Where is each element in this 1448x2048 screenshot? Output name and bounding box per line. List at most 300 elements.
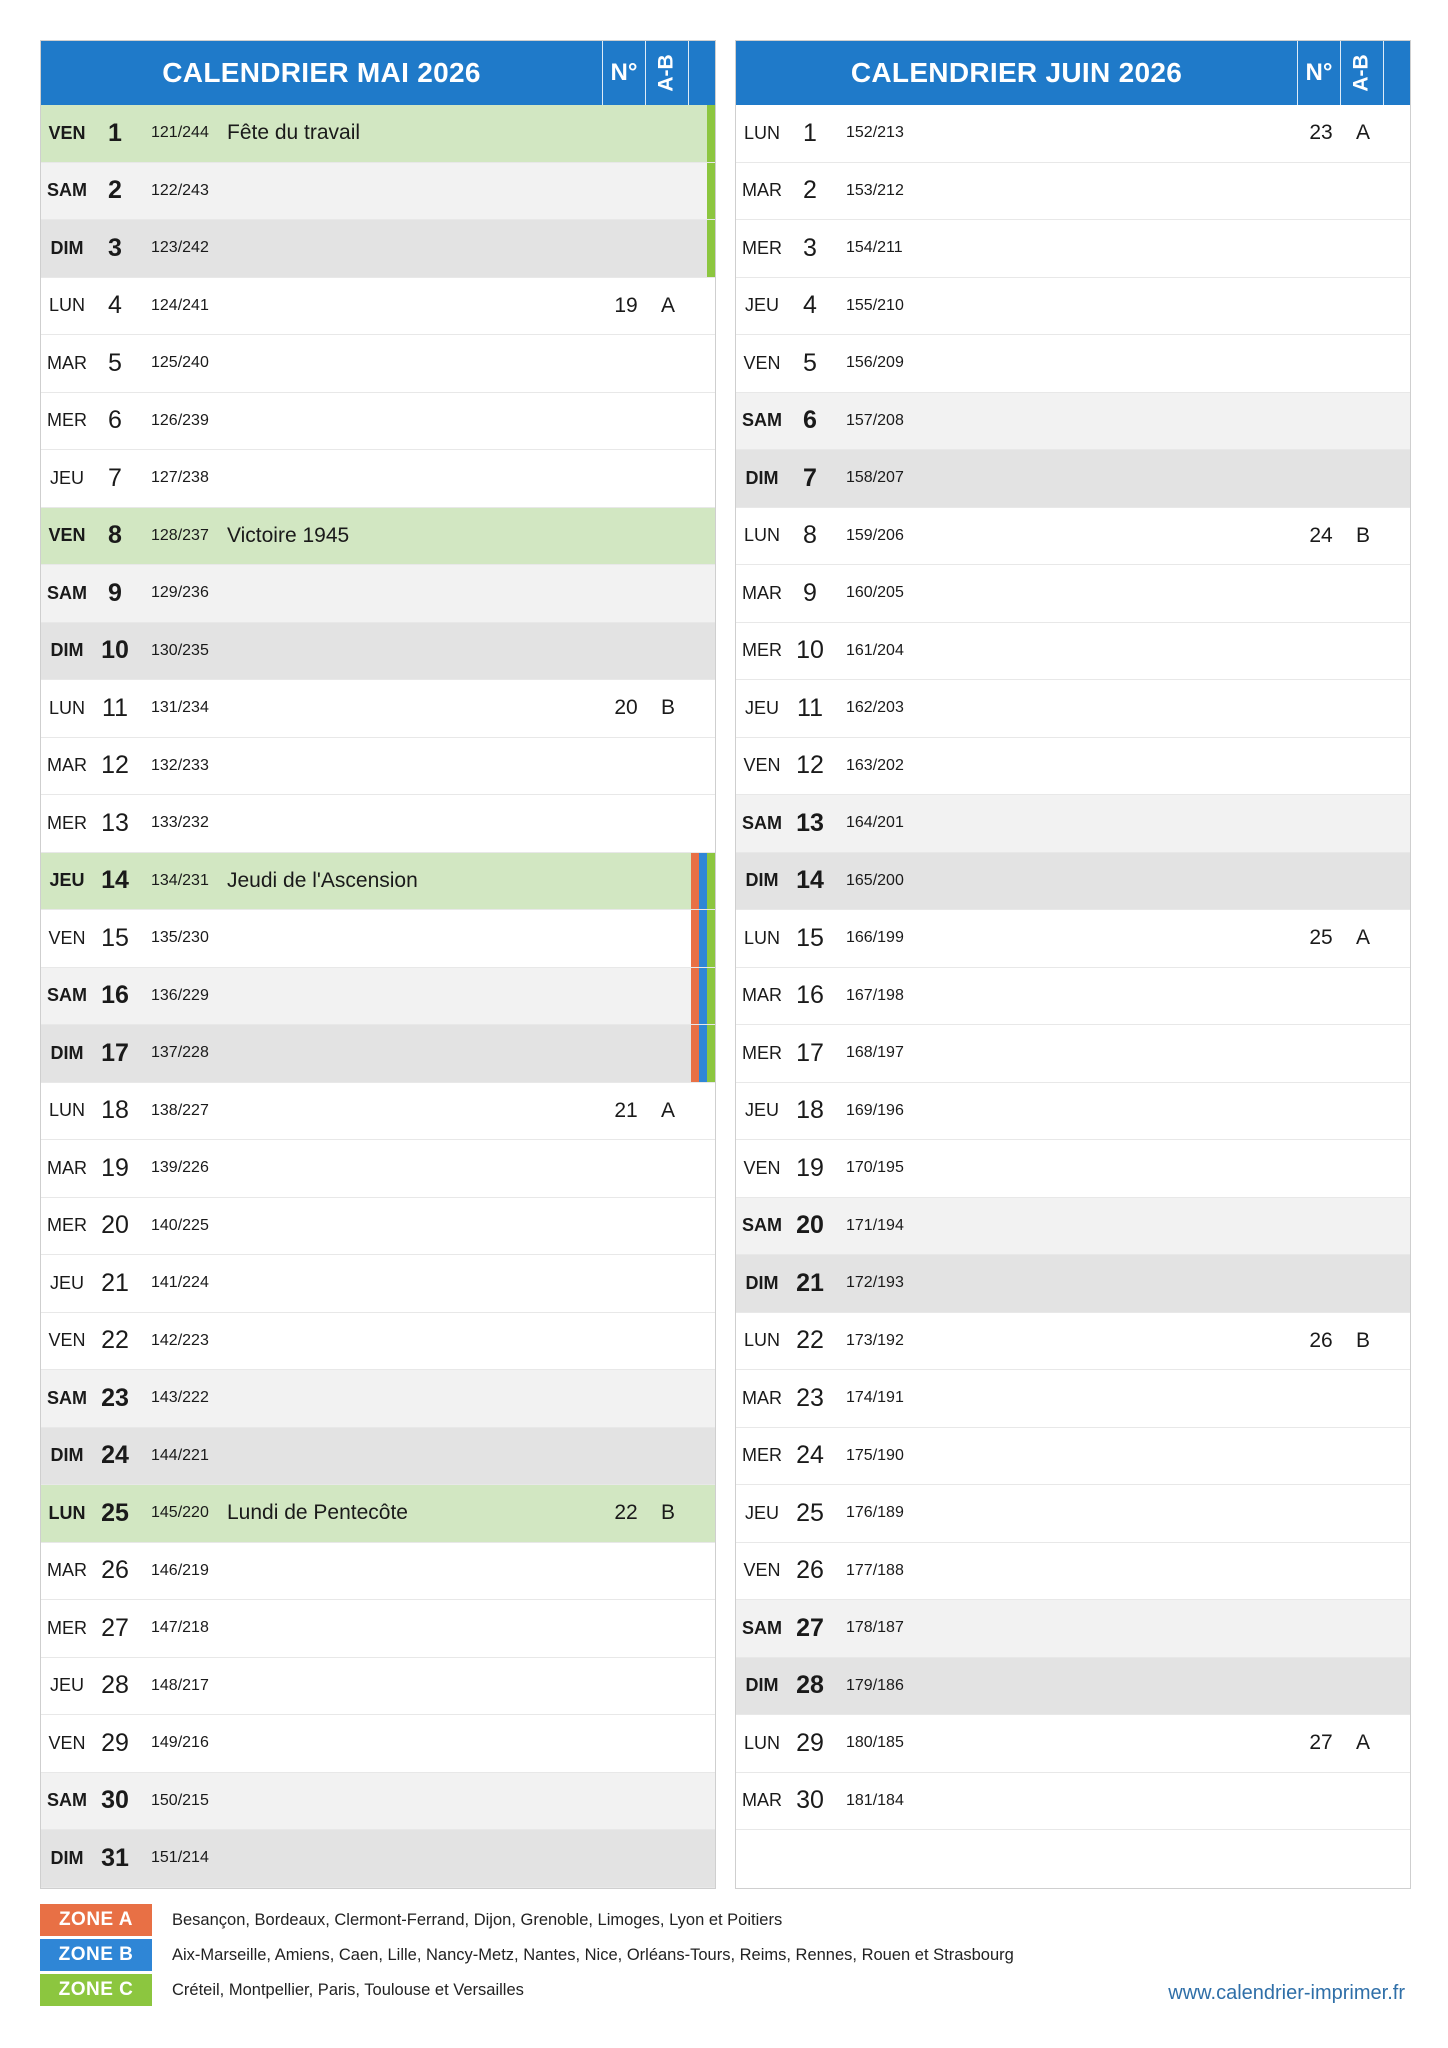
day-number: 27 — [101, 1613, 129, 1642]
day-row — [41, 1313, 715, 1371]
day-name: SAM — [47, 1387, 87, 1408]
day-number: 10 — [101, 636, 129, 665]
day-row — [736, 1715, 1410, 1773]
day-row — [736, 565, 1410, 623]
week-number: 20 — [614, 696, 638, 720]
day-number: 6 — [803, 406, 817, 435]
day-of-year: 136/229 — [151, 986, 209, 1004]
school-holiday-zones — [689, 623, 715, 680]
day-name: LUN — [743, 1330, 780, 1351]
day-name: LUN — [48, 1502, 86, 1523]
day-name: VEN — [743, 755, 781, 776]
day-of-year: 131/234 — [151, 699, 209, 717]
school-holiday-zones — [1384, 1198, 1410, 1255]
school-holiday-zones — [1384, 220, 1410, 277]
day-name: LUN — [743, 1732, 780, 1753]
school-holiday-zones — [689, 1600, 715, 1657]
day-number: 19 — [796, 1153, 824, 1182]
day-row — [41, 105, 715, 163]
day-row — [41, 623, 715, 681]
day-number: 20 — [101, 1211, 129, 1240]
school-holiday-zones — [1384, 105, 1410, 162]
day-name: DIM — [745, 1272, 779, 1293]
zone-c-bar — [707, 163, 715, 220]
day-name: MER — [742, 237, 782, 258]
school-holiday-zones — [1384, 1600, 1410, 1657]
day-of-year: 132/233 — [151, 756, 209, 774]
day-number: 17 — [796, 1038, 824, 1067]
day-name: MER — [47, 410, 87, 431]
zone-b-badge: ZONE B — [40, 1939, 152, 1971]
day-row — [736, 853, 1410, 911]
day-row — [736, 220, 1410, 278]
day-of-year: 169/196 — [846, 1101, 904, 1119]
day-name: LUN — [743, 927, 780, 948]
day-name: VEN — [743, 1560, 781, 1581]
day-name: MAR — [742, 1387, 782, 1408]
day-of-year: 151/214 — [151, 1849, 209, 1867]
day-row — [41, 1658, 715, 1716]
zone-a-bar — [691, 968, 699, 1025]
day-row — [736, 278, 1410, 336]
day-row — [736, 910, 1410, 968]
school-holiday-zones — [689, 1485, 715, 1542]
day-name: JEU — [744, 295, 779, 316]
day-of-year: 133/232 — [151, 814, 209, 832]
day-row — [41, 1025, 715, 1083]
holiday-label: Jeudi de l'Ascension — [227, 868, 418, 892]
month-header — [41, 41, 715, 105]
day-number: 13 — [796, 808, 824, 837]
month-header — [736, 41, 1410, 105]
day-name: VEN — [48, 1732, 86, 1753]
day-row — [41, 220, 715, 278]
holiday-label: Lundi de Pentecôte — [227, 1501, 408, 1525]
school-holiday-zones — [689, 1658, 715, 1715]
day-of-year: 134/231 — [151, 871, 209, 889]
school-holiday-zones — [689, 1715, 715, 1772]
day-of-year: 157/208 — [846, 411, 904, 429]
day-row — [41, 738, 715, 796]
zone-b-bar — [699, 968, 707, 1025]
school-holiday-zones — [1384, 1773, 1410, 1830]
day-name: MER — [742, 640, 782, 661]
day-row — [41, 278, 715, 336]
day-row — [736, 393, 1410, 451]
day-name: MAR — [742, 985, 782, 1006]
school-holiday-zones — [689, 393, 715, 450]
week-ab-header — [1340, 41, 1384, 105]
day-name: MAR — [742, 180, 782, 201]
day-row — [41, 1198, 715, 1256]
day-row — [736, 105, 1410, 163]
day-of-year: 161/204 — [846, 641, 904, 659]
day-name: MER — [742, 1445, 782, 1466]
school-holiday-zones — [689, 565, 715, 622]
day-number: 19 — [101, 1153, 129, 1182]
day-number: 28 — [101, 1671, 129, 1700]
day-name: MAR — [47, 1560, 87, 1581]
day-name: MAR — [47, 352, 87, 373]
day-of-year: 172/193 — [846, 1274, 904, 1292]
day-of-year: 140/225 — [151, 1216, 209, 1234]
day-row — [41, 968, 715, 1026]
school-holiday-zones — [1384, 1370, 1410, 1427]
day-name: SAM — [47, 985, 87, 1006]
day-row — [41, 795, 715, 853]
day-of-year: 163/202 — [846, 756, 904, 774]
day-name: SAM — [47, 1790, 87, 1811]
school-holiday-zones — [1384, 1025, 1410, 1082]
school-holiday-zones — [1384, 853, 1410, 910]
school-holiday-zones — [1384, 393, 1410, 450]
school-holiday-zones — [689, 1830, 715, 1887]
day-name: SAM — [47, 582, 87, 603]
day-number: 2 — [108, 176, 122, 205]
day-of-year: 177/188 — [846, 1561, 904, 1579]
school-holiday-zones — [689, 680, 715, 737]
day-number: 23 — [796, 1383, 824, 1412]
day-name: VEN — [48, 122, 86, 143]
school-holiday-zones — [1384, 968, 1410, 1025]
day-row — [736, 1025, 1410, 1083]
day-number: 25 — [796, 1498, 824, 1527]
day-number: 22 — [101, 1326, 129, 1355]
week-number: 19 — [614, 293, 638, 317]
school-holiday-zones — [689, 1543, 715, 1600]
school-holiday-zones — [1384, 1543, 1410, 1600]
day-name: MAR — [742, 582, 782, 603]
day-of-year: 170/195 — [846, 1159, 904, 1177]
school-holiday-zones — [1384, 565, 1410, 622]
day-number: 24 — [796, 1441, 824, 1470]
school-holiday-zones — [689, 163, 715, 220]
zone-a-bar — [691, 910, 699, 967]
week-ab: B — [1355, 523, 1370, 547]
day-number: 30 — [796, 1786, 824, 1815]
day-number: 16 — [101, 981, 129, 1010]
day-name: DIM — [50, 1847, 84, 1868]
week-number: 25 — [1309, 926, 1333, 950]
day-number: 27 — [796, 1613, 824, 1642]
week-ab-header-label: A-B — [1349, 54, 1373, 92]
day-row — [41, 1830, 715, 1888]
school-holiday-zones — [1384, 1485, 1410, 1542]
day-number: 17 — [101, 1038, 129, 1067]
day-row — [41, 508, 715, 566]
day-number: 11 — [797, 693, 823, 722]
school-holiday-zones — [689, 278, 715, 335]
legend-row-zone-a — [40, 1904, 1140, 1936]
day-of-year: 150/215 — [151, 1791, 209, 1809]
week-number: 22 — [614, 1501, 638, 1525]
school-holiday-zones — [1384, 450, 1410, 507]
day-number: 9 — [803, 578, 817, 607]
school-holiday-zones — [1384, 1140, 1410, 1197]
school-holiday-zones — [689, 1773, 715, 1830]
day-number: 14 — [101, 866, 129, 895]
day-row — [736, 1255, 1410, 1313]
day-of-year: 167/198 — [846, 986, 904, 1004]
week-ab-header-label: A-B — [654, 54, 678, 92]
day-row — [736, 1485, 1410, 1543]
day-name: SAM — [47, 180, 87, 201]
day-number: 5 — [108, 348, 122, 377]
zone-c-badge: ZONE C — [40, 1974, 152, 2006]
school-holiday-zones — [689, 910, 715, 967]
day-number: 20 — [796, 1211, 824, 1240]
week-ab: B — [1355, 1328, 1370, 1352]
day-number: 15 — [796, 923, 824, 952]
day-row — [41, 1715, 715, 1773]
day-of-year: 122/243 — [151, 181, 209, 199]
day-of-year: 165/200 — [846, 871, 904, 889]
legend-row-zone-c — [40, 1974, 1140, 2006]
week-ab: A — [1355, 1731, 1370, 1755]
day-number: 7 — [803, 463, 817, 492]
day-row — [736, 1658, 1410, 1716]
day-number: 26 — [101, 1556, 129, 1585]
day-name: VEN — [48, 927, 86, 948]
day-name: MER — [47, 1215, 87, 1236]
day-of-year: 171/194 — [846, 1216, 904, 1234]
day-of-year: 126/239 — [151, 411, 209, 429]
day-number: 29 — [796, 1728, 824, 1757]
day-row — [736, 1198, 1410, 1256]
day-of-year: 147/218 — [151, 1619, 209, 1637]
day-of-year: 179/186 — [846, 1676, 904, 1694]
day-number: 29 — [101, 1728, 129, 1757]
day-of-year: 155/210 — [846, 296, 904, 314]
day-row — [41, 335, 715, 393]
day-row — [736, 1083, 1410, 1141]
school-holiday-zones — [689, 1313, 715, 1370]
day-row — [736, 1313, 1410, 1371]
day-of-year: 130/235 — [151, 641, 209, 659]
week-ab: B — [660, 1501, 675, 1525]
day-row — [736, 795, 1410, 853]
zone-b-cities: Aix-Marseille, Amiens, Caen, Lille, Nancy-Metz, Nantes, Nice, Orléans-Tours, Reims, Rennes, Rouen et Strasbourg — [172, 1945, 1014, 1964]
school-holiday-zones — [689, 105, 715, 162]
week-ab: A — [1355, 121, 1370, 145]
week-ab: A — [660, 1098, 675, 1122]
day-name: JEU — [49, 467, 84, 488]
day-of-year: 178/187 — [846, 1619, 904, 1637]
day-row — [736, 335, 1410, 393]
day-row — [736, 623, 1410, 681]
school-holiday-zones — [1384, 1715, 1410, 1772]
day-row — [736, 450, 1410, 508]
day-row — [41, 853, 715, 911]
day-name: SAM — [742, 1617, 782, 1638]
school-holiday-zones — [689, 508, 715, 565]
day-row — [736, 163, 1410, 221]
school-holiday-zones — [1384, 163, 1410, 220]
day-name: MAR — [47, 755, 87, 776]
day-of-year: 180/185 — [846, 1734, 904, 1752]
holiday-label: Victoire 1945 — [227, 523, 350, 547]
day-of-year: 141/224 — [151, 1274, 209, 1292]
school-holiday-zones — [689, 1025, 715, 1082]
day-row — [736, 1428, 1410, 1486]
school-holiday-zones — [689, 1370, 715, 1427]
day-of-year: 138/227 — [151, 1101, 209, 1119]
day-name: DIM — [50, 237, 84, 258]
day-of-year: 144/221 — [151, 1446, 209, 1464]
school-holiday-zones — [1384, 1083, 1410, 1140]
day-number: 15 — [101, 923, 129, 952]
day-row — [41, 1255, 715, 1313]
zone-a-bar — [691, 853, 699, 910]
day-list — [736, 105, 1410, 1830]
day-of-year: 152/213 — [846, 124, 904, 142]
day-name: LUN — [743, 525, 780, 546]
day-name: DIM — [745, 870, 779, 891]
day-number: 3 — [803, 233, 817, 262]
day-of-year: 125/240 — [151, 354, 209, 372]
day-name: VEN — [743, 352, 781, 373]
day-name: LUN — [48, 697, 85, 718]
day-number: 3 — [108, 233, 122, 262]
day-name: JEU — [49, 1272, 84, 1293]
day-name: MER — [47, 1617, 87, 1638]
day-of-year: 174/191 — [846, 1389, 904, 1407]
day-name: DIM — [745, 467, 779, 488]
school-holiday-zones — [1384, 335, 1410, 392]
week-number: 23 — [1309, 121, 1333, 145]
month-title: CALENDRIER MAI 2026 — [162, 57, 481, 88]
day-row — [41, 680, 715, 738]
day-name: VEN — [743, 1157, 781, 1178]
day-name: SAM — [742, 812, 782, 833]
school-holiday-zones — [1384, 910, 1410, 967]
zone-a-badge: ZONE A — [40, 1904, 152, 1936]
week-number-header: N° — [602, 41, 645, 105]
school-holiday-zones — [689, 795, 715, 852]
school-holiday-zones — [689, 853, 715, 910]
day-of-year: 176/189 — [846, 1504, 904, 1522]
day-name: DIM — [745, 1675, 779, 1696]
school-holiday-zones — [689, 1198, 715, 1255]
day-of-year: 148/217 — [151, 1676, 209, 1694]
day-number: 8 — [803, 521, 817, 550]
day-row — [41, 1140, 715, 1198]
day-row — [41, 1428, 715, 1486]
zone-b-bar — [699, 910, 707, 967]
school-holiday-zones — [1384, 795, 1410, 852]
day-of-year: 142/223 — [151, 1331, 209, 1349]
day-of-year: 149/216 — [151, 1734, 209, 1752]
day-of-year: 164/201 — [846, 814, 904, 832]
week-number: 26 — [1309, 1328, 1333, 1352]
day-row — [41, 393, 715, 451]
day-name: DIM — [50, 1042, 84, 1063]
day-row — [736, 1370, 1410, 1428]
day-number: 28 — [796, 1671, 824, 1700]
day-number: 1 — [108, 118, 122, 147]
day-name: LUN — [743, 122, 780, 143]
school-holiday-zones — [1384, 1658, 1410, 1715]
zone-c-bar — [707, 105, 715, 162]
school-holiday-zones — [689, 450, 715, 507]
day-number: 7 — [108, 463, 122, 492]
day-name: VEN — [48, 1330, 86, 1351]
day-list — [41, 105, 715, 1888]
day-number: 18 — [796, 1096, 824, 1125]
day-of-year: 124/241 — [151, 296, 209, 314]
school-holiday-zones — [1384, 623, 1410, 680]
legend-row-zone-b — [40, 1939, 1140, 1971]
school-holiday-zones — [1384, 1428, 1410, 1485]
school-holiday-zones — [1384, 278, 1410, 335]
day-number: 9 — [108, 578, 122, 607]
day-number: 4 — [803, 291, 817, 320]
school-holiday-zones — [1384, 508, 1410, 565]
day-of-year: 145/220 — [151, 1504, 209, 1522]
day-name: MER — [742, 1042, 782, 1063]
day-number: 1 — [803, 118, 817, 147]
day-of-year: 137/228 — [151, 1044, 209, 1062]
day-name: LUN — [48, 1100, 85, 1121]
day-row — [736, 1600, 1410, 1658]
day-number: 24 — [101, 1441, 129, 1470]
day-name: JEU — [49, 1675, 84, 1696]
zone-a-bar — [691, 1025, 699, 1082]
day-name: JEU — [49, 870, 85, 891]
day-of-year: 139/226 — [151, 1159, 209, 1177]
day-row — [41, 910, 715, 968]
day-name: JEU — [744, 1100, 779, 1121]
day-of-year: 146/219 — [151, 1561, 209, 1579]
day-number: 30 — [101, 1786, 129, 1815]
day-number: 5 — [803, 348, 817, 377]
day-row — [736, 680, 1410, 738]
website-link[interactable]: www.calendrier-imprimer.fr — [1168, 1982, 1405, 2004]
day-of-year: 128/237 — [151, 526, 209, 544]
day-number: 2 — [803, 176, 817, 205]
month-june — [735, 40, 1411, 1889]
day-row — [736, 738, 1410, 796]
zone-header — [689, 41, 715, 105]
day-name: VEN — [48, 525, 86, 546]
day-row — [41, 450, 715, 508]
day-number: 26 — [796, 1556, 824, 1585]
week-number-header: N° — [1297, 41, 1340, 105]
day-name: MER — [47, 812, 87, 833]
day-number: 11 — [102, 693, 128, 722]
zone-c-bar — [707, 968, 715, 1025]
day-number: 14 — [796, 866, 824, 895]
day-of-year: 156/209 — [846, 354, 904, 372]
day-number: 12 — [796, 751, 824, 780]
day-of-year: 135/230 — [151, 929, 209, 947]
day-of-year: 153/212 — [846, 181, 904, 199]
day-of-year: 154/211 — [846, 239, 903, 257]
week-ab: A — [660, 293, 675, 317]
day-name: SAM — [742, 1215, 782, 1236]
day-of-year: 175/190 — [846, 1446, 904, 1464]
day-of-year: 127/238 — [151, 469, 209, 487]
month-title: CALENDRIER JUIN 2026 — [850, 57, 1183, 88]
day-number: 21 — [796, 1268, 824, 1297]
day-of-year: 123/242 — [151, 239, 209, 257]
zone-c-bar — [707, 910, 715, 967]
school-holiday-zones — [689, 738, 715, 795]
day-name: SAM — [742, 410, 782, 431]
day-row — [41, 1485, 715, 1543]
day-of-year: 166/199 — [846, 929, 904, 947]
day-number: 16 — [796, 981, 824, 1010]
